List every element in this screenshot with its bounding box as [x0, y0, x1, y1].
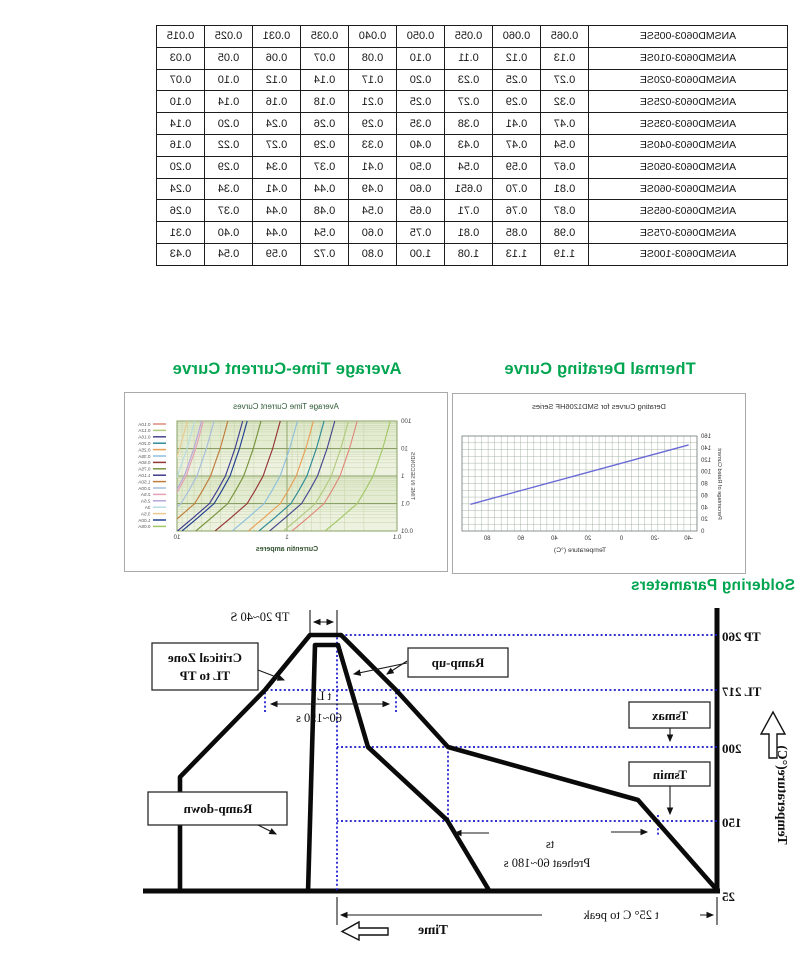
time-direction-arrow-icon	[342, 922, 388, 940]
time-current-chart	[124, 392, 448, 572]
value-cell: 0.031	[253, 26, 301, 48]
preheat-measure	[455, 832, 647, 870]
chart-title: Average Time Current Curves	[233, 402, 339, 411]
legend-label: 0.20A	[138, 441, 151, 446]
value-cell: 0.035	[301, 26, 349, 48]
value-cell: 0.29	[205, 156, 253, 178]
value-cell: 0.29	[301, 134, 349, 156]
svg-text:60: 60	[701, 493, 708, 500]
legend-label: 0.35A	[138, 453, 151, 459]
value-cell: 0.41	[253, 178, 301, 200]
value-cell: 0.07	[301, 47, 349, 69]
value-cell: 0.43	[445, 134, 493, 156]
x-axis-label: Temperature (°C)	[553, 547, 607, 554]
svg-text:-40: -40	[684, 536, 693, 542]
value-cell: 0.12	[253, 69, 301, 91]
svg-text:10: 10	[401, 445, 408, 453]
value-cell: 0.025	[205, 26, 253, 48]
value-cell: 0.10	[157, 91, 205, 113]
legend-label: 0.16A	[138, 434, 151, 440]
value-cell: 0.24	[253, 113, 301, 135]
legend-label: 1.10A	[138, 473, 151, 478]
value-cell: 0.14	[205, 91, 253, 113]
value-cell: 0.47	[493, 134, 541, 156]
part-number-cell: ANSMD0603-035SE	[589, 113, 788, 135]
thermal-derating-chart	[452, 393, 746, 574]
svg-text:60: 60	[517, 536, 525, 542]
value-cell: 0.60	[397, 178, 445, 200]
tick-200: 200	[722, 741, 742, 756]
value-cell: 0.50	[397, 156, 445, 178]
table-row	[157, 200, 788, 222]
tick-tp260: TP 260	[722, 629, 761, 644]
value-cell: 0.015	[157, 26, 205, 48]
svg-text:0: 0	[701, 529, 705, 535]
value-cell: 0.27	[445, 91, 493, 113]
value-cell: 0.38	[445, 113, 493, 135]
table-row	[157, 222, 788, 244]
soldering-profile-diagram	[0, 600, 800, 955]
svg-text:120: 120	[701, 457, 712, 464]
legend-label: 3A	[144, 505, 151, 510]
value-cell: 0.80	[349, 243, 397, 265]
svg-text:40: 40	[550, 536, 558, 542]
svg-text:80: 80	[483, 536, 491, 542]
value-cell: 0.54	[205, 243, 253, 265]
value-cell: 0.59	[253, 243, 301, 265]
part-number-cell: ANSMD0603-050SE	[589, 156, 788, 178]
value-cell: 0.08	[349, 47, 397, 69]
tl-label: t L	[316, 689, 332, 703]
value-cell: 0.29	[493, 91, 541, 113]
value-cell: 0.41	[349, 156, 397, 178]
critical-zone-line1: Critical Zone	[167, 650, 243, 665]
soldering-title: Soldering Parameters	[630, 577, 795, 594]
table-row	[157, 91, 788, 113]
svg-text:20: 20	[584, 536, 592, 542]
value-cell: 0.43	[157, 243, 205, 265]
table-row	[157, 113, 788, 135]
legend-label: 0.12A	[138, 428, 151, 434]
value-cell: 0.16	[253, 91, 301, 113]
value-cell: 0.44	[253, 222, 301, 244]
svg-text:100: 100	[401, 418, 412, 426]
value-cell: 0.07	[157, 69, 205, 91]
svg-text:140: 140	[701, 445, 712, 452]
value-cell: 0.060	[493, 26, 541, 48]
value-cell: 0.54	[301, 222, 349, 244]
tick-tl217: TL 217	[722, 684, 762, 699]
value-cell: 0.25	[493, 69, 541, 91]
part-number-cell: ANSMD0603-025SE	[589, 91, 788, 113]
part-number-cell: ANSMD0603-040SE	[589, 134, 788, 156]
value-cell: 0.24	[157, 178, 205, 200]
axis-ticks	[483, 434, 711, 542]
value-cell: 0.34	[253, 156, 301, 178]
tick-150: 150	[722, 815, 742, 830]
legend-label: 2.6A	[140, 498, 151, 504]
value-cell: 0.85	[493, 222, 541, 244]
value-cell: 0.54	[349, 200, 397, 222]
svg-text:-20: -20	[650, 536, 660, 542]
legend-label: 1.50A	[138, 479, 151, 485]
value-cell: 0.16	[157, 134, 205, 156]
y-axis-label: Percentage of Rated Current	[716, 448, 722, 520]
value-cell: 0.05	[205, 47, 253, 69]
value-cell: 0.81	[445, 222, 493, 244]
value-cell: 0.44	[301, 178, 349, 200]
value-cell: 0.54	[445, 156, 493, 178]
reflow-profile-min	[308, 645, 490, 893]
value-cell: 0.70	[493, 178, 541, 200]
value-cell: 0.20	[205, 113, 253, 135]
value-cell: 0.81	[541, 178, 589, 200]
time-axis-label: Time	[418, 922, 448, 937]
value-cell: 0.31	[157, 222, 205, 244]
value-cell: 0.11	[445, 47, 493, 69]
value-cell: 0.26	[157, 200, 205, 222]
part-number-cell: ANSMD0603-020SE	[589, 69, 788, 91]
value-cell: 0.48	[301, 200, 349, 222]
critical-zone-line2: TL to TP	[179, 668, 231, 683]
table-row	[157, 47, 788, 69]
value-cell: 0.76	[493, 200, 541, 222]
value-cell: 0.49	[349, 178, 397, 200]
value-cell: 0.17	[349, 69, 397, 91]
ramp-up-label: Ramp-up	[431, 655, 485, 670]
table-row	[157, 69, 788, 91]
value-cell: 0.14	[301, 69, 349, 91]
legend-label: 1.00A	[138, 517, 151, 523]
value-cell: 0.37	[205, 200, 253, 222]
table-row	[157, 243, 788, 265]
svg-text:1: 1	[285, 534, 289, 541]
value-cell: 0.20	[397, 69, 445, 91]
value-cell: 0.32	[541, 91, 589, 113]
grid	[462, 436, 697, 531]
value-cell: 0.21	[349, 91, 397, 113]
svg-text:0.1: 0.1	[392, 534, 402, 541]
value-cell: 0.40	[205, 222, 253, 244]
time-to-peak-label: t 25° C to peak	[583, 908, 659, 922]
svg-text:160: 160	[701, 434, 712, 440]
value-cell: 0.03	[157, 47, 205, 69]
value-cell: 0.35	[397, 113, 445, 135]
part-number-cell: ANSMD0603-065SE	[589, 200, 788, 222]
thermal-derating-title: Thermal Derating Curve	[504, 360, 696, 378]
value-cell: 0.54	[541, 134, 589, 156]
time-to-peak-measure	[337, 897, 717, 925]
part-number-cell: ANSMD0603-005SE	[589, 26, 788, 48]
value-cell: 0.06	[253, 47, 301, 69]
value-cell: 0.20	[157, 156, 205, 178]
legend	[137, 422, 166, 529]
value-cell: 0.71	[445, 200, 493, 222]
part-number-cell: ANSMD0603-060SE	[589, 178, 788, 200]
legend-label: 2.00A	[138, 485, 151, 491]
preheat-label: Preheat 60~180 s	[503, 856, 591, 870]
tl-measure	[271, 689, 389, 725]
value-cell: 0.37	[301, 156, 349, 178]
legend-label: 0.10A	[138, 421, 151, 427]
tick-25: 25	[722, 889, 735, 904]
x-axis-label: Currentin amperes	[255, 546, 319, 553]
svg-text:0: 0	[619, 536, 624, 542]
value-cell: 0.13	[541, 47, 589, 69]
temperature-tick-labels	[722, 629, 762, 904]
svg-text:0.1: 0.1	[401, 500, 410, 508]
svg-text:0.01: 0.01	[401, 528, 414, 536]
value-cell: 0.60	[349, 222, 397, 244]
ts-label: ts	[545, 837, 555, 851]
value-cell: 0.065	[541, 26, 589, 48]
ramp-down-label: Ramp-down	[183, 801, 253, 816]
value-cell: 0.18	[301, 91, 349, 113]
table-row	[157, 156, 788, 178]
legend-label: 3.5A	[140, 511, 151, 517]
tsmin-label: Tsmin	[652, 767, 688, 782]
value-cell: 0.44	[253, 200, 301, 222]
tl-time-label: 60~150 s	[295, 711, 343, 725]
value-cell: 0.651	[445, 178, 493, 200]
value-cell: 1.00	[397, 243, 445, 265]
value-cell: 0.27	[541, 69, 589, 91]
value-cell: 0.10	[397, 47, 445, 69]
part-number-cell: ANSMD0603-100SE	[589, 243, 788, 265]
svg-text:10: 10	[173, 534, 181, 541]
chart-title: Derating Curves for SMD1206HF Series	[532, 402, 666, 411]
table-row	[157, 134, 788, 156]
avg-time-current-title: Average Time-Current Curve	[172, 360, 402, 378]
value-cell: 0.22	[205, 134, 253, 156]
value-cell: 0.41	[493, 113, 541, 135]
table-row	[157, 26, 788, 48]
value-cell: 0.29	[349, 113, 397, 135]
value-cell: 0.26	[301, 113, 349, 135]
y-axis-label: TIME IN SECONDS	[409, 452, 415, 500]
value-cell: 1.08	[445, 243, 493, 265]
value-cell: 0.055	[445, 26, 493, 48]
value-cell: 1.19	[541, 243, 589, 265]
value-cell: 0.27	[253, 134, 301, 156]
table-row	[157, 178, 788, 200]
value-cell: 0.040	[349, 26, 397, 48]
legend-label: 2.5A	[140, 492, 151, 498]
value-cell: 0.25	[397, 91, 445, 113]
legend-label: 0.50A	[138, 460, 151, 466]
temperature-axis-label: Temperature(°C)	[775, 745, 790, 845]
value-cell: 0.67	[541, 156, 589, 178]
value-cell: 0.10	[205, 69, 253, 91]
value-cell: 1.13	[493, 243, 541, 265]
value-cell: 0.98	[541, 222, 589, 244]
value-cell: 0.34	[205, 178, 253, 200]
part-number-cell: ANSMD0603-010SE	[589, 47, 788, 69]
value-cell: 0.87	[541, 200, 589, 222]
value-cell: 0.12	[493, 47, 541, 69]
ramp-down-callout	[148, 792, 287, 834]
legend-label: 0.05A	[138, 524, 151, 530]
value-cell: 0.050	[397, 26, 445, 48]
value-cell: 0.59	[493, 156, 541, 178]
svg-text:40: 40	[701, 505, 708, 512]
svg-text:100: 100	[701, 469, 712, 476]
tp-time-label: TP 20~40 S	[230, 610, 290, 624]
ratings-table	[156, 25, 788, 266]
svg-text:1: 1	[401, 473, 405, 481]
value-cell: 0.47	[541, 113, 589, 135]
value-cell: 0.65	[397, 200, 445, 222]
critical-zone-callout	[152, 643, 284, 690]
value-cell: 0.75	[397, 222, 445, 244]
peak-time-measure	[230, 610, 337, 633]
legend-label: 0.25A	[138, 447, 151, 453]
svg-text:80: 80	[701, 481, 708, 488]
legend-label: 0.75A	[138, 466, 151, 472]
tsmax-callout	[629, 702, 710, 741]
value-cell: 0.23	[445, 69, 493, 91]
value-cell: 0.72	[301, 243, 349, 265]
svg-text:20: 20	[701, 517, 708, 524]
value-cell: 0.40	[397, 134, 445, 156]
tsmax-label: Tsmax	[651, 708, 689, 723]
value-cell: 0.33	[349, 134, 397, 156]
value-cell: 0.14	[157, 113, 205, 135]
part-number-cell: ANSMD0603-075SE	[589, 222, 788, 244]
ratings-table-wrap	[156, 25, 788, 266]
